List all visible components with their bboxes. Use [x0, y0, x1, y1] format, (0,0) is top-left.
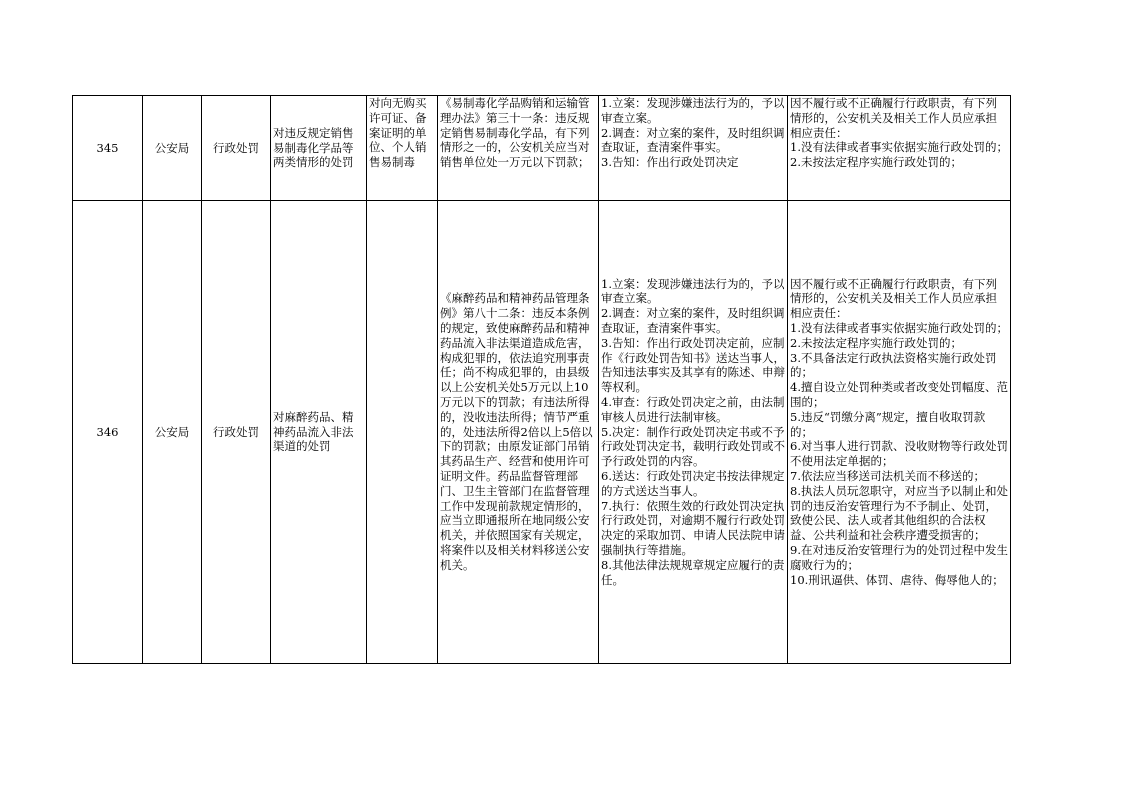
process-step: 4.审查：行政处罚决定之前，由法制审核人员进行法制审核。 [601, 395, 785, 424]
liability-item: 7.依法应当移送司法机关而不移送的； [790, 468, 985, 483]
item-name-cell [271, 96, 367, 201]
item-name-text: 对麻醉药品、精神药品流入非法渠道的处罚 [273, 409, 354, 454]
liability-item: 10.刑讯逼供、体罚、虐待、侮辱他人的； [790, 572, 1004, 587]
liability-item: 2.未按法定程序实施行政处罚的； [790, 335, 962, 350]
legal-basis-text: 《麻醉药品和精神药品管理条例》第八十二条：违反本条例的规定，致使麻醉药品和精神药品流入非法渠道造成危害，构成犯罪的，依法追究刑事责任；尚不构成犯罪的，由县级以上公安机关处5万元以上10万元以下的罚款；有违法所得的，没收违法所得；情节严重的，处违法所得2倍以上5倍以下的罚款；由原发证部门吊销其药品生产、经营和使用许可证明文件。药品监督管理部门、卫生主管部门在监督管理工作中发现前款规定情形的，应当立即通报所在地同级公安机关，并依照国家有关规定，将案件以及相关材料移送公安机关。 [440, 291, 593, 572]
process-step: 2.调查：对立案的案件，及时组织调查取证，查清案件事实。 [601, 306, 785, 336]
process-step: 3.告知：作出行政处罚决定前，应制作《行政处罚告知书》送达当事人，告知违法事实及其享有的陈述、申辩等权利。 [601, 335, 785, 395]
power-type-cell: 行政处罚 [202, 201, 271, 664]
process-step: 5.决定：制作行政处罚决定书或不予行政处罚决定书，载明行政处罚或不予行政处罚的内容。 [601, 424, 785, 469]
liability-item: 6.对当事人进行罚款、没收财物等行政处罚不使用法定单据的； [790, 439, 1008, 469]
row-number: 345 [73, 96, 143, 201]
process-step: 3.告知：作出行政处罚决定 [601, 155, 739, 170]
object-text [369, 202, 435, 662]
liability-item: 1.没有法律或者事实依据实施行政处罚的； [790, 321, 1008, 336]
object-cell [367, 201, 438, 664]
object-cell [367, 96, 438, 201]
process-cell [599, 96, 788, 201]
department-cell: 公安局 [143, 96, 202, 201]
power-type-cell: 行政处罚 [202, 96, 271, 201]
legal-basis-text: 《易制毒化学品购销和运输管理办法》第三十一条：违反规定销售易制毒化学品，有下列情形之一的，公安机关应当对销售单位处一万元以下罚款； [440, 96, 590, 170]
power-list-table [72, 95, 1011, 664]
liability-item: 因不履行或不正确履行行政职责，有下列情形的，公安机关及相关工作人员应承担相应责任： [790, 276, 997, 321]
process-step: 8.其他法律法规规章规定应履行的责任。 [601, 557, 785, 587]
liability-item: 3.不具备法定行政执法资格实施行政处罚的； [790, 350, 997, 380]
liability-item: 9.在对违反治安管理行为的处罚过程中发生腐败行为的； [790, 542, 1008, 572]
object-text: 对向无购买许可证、备案证明的单位、个人销售易制毒 [369, 96, 427, 170]
row-number: 346 [73, 201, 143, 664]
legal-basis-cell [438, 201, 599, 664]
table-row [73, 201, 1011, 664]
table-row [73, 96, 1011, 201]
liability-item: 因不履行或不正确履行行政职责，有下列情形的，公安机关及相关工作人员应承担相应责任： [790, 96, 997, 140]
process-step: 1.立案：发现涉嫌违法行为的，予以审查立案。 [601, 276, 785, 306]
process-step: 7.执行：依照生效的行政处罚决定执行行政处罚，对逾期不履行行政处罚决定的采取加罚、申请人民法院申请强制执行等措施。 [601, 498, 785, 557]
process-cell [599, 201, 788, 664]
liability-item: 5.违反“罚缴分离”规定，擅自收取罚款的； [790, 409, 986, 439]
item-name-text: 对违反规定销售易制毒化学品等两类情形的处罚 [273, 125, 354, 170]
item-name-cell [271, 201, 367, 664]
process-step: 6.送达：行政处罚决定书按法律规定的方式送达当事人。 [601, 468, 785, 498]
process-step: 1.立案：发现涉嫌违法行为的，予以审查立案。 [601, 96, 785, 125]
liability-item: 1.没有法律或者事实依据实施行政处罚的； [790, 140, 1008, 155]
liability-cell [788, 201, 1011, 664]
liability-item: 8.执法人员玩忽职守，对应当予以制止和处罚的违反治安管理行为不予制止、处罚，致使公民、法人或者其他组织的合法权益、公共利益和社会秩序遭受损害的； [790, 483, 1008, 543]
liability-cell [788, 96, 1011, 201]
process-step: 2.调查：对立案的案件，及时组织调查取证，查清案件事实。 [601, 125, 785, 155]
legal-basis-cell [438, 96, 599, 201]
liability-item: 4.擅自设立处罚种类或者改变处罚幅度、范围的； [790, 380, 1008, 409]
department-cell: 公安局 [143, 201, 202, 664]
liability-item: 2.未按法定程序实施行政处罚的； [790, 155, 962, 170]
